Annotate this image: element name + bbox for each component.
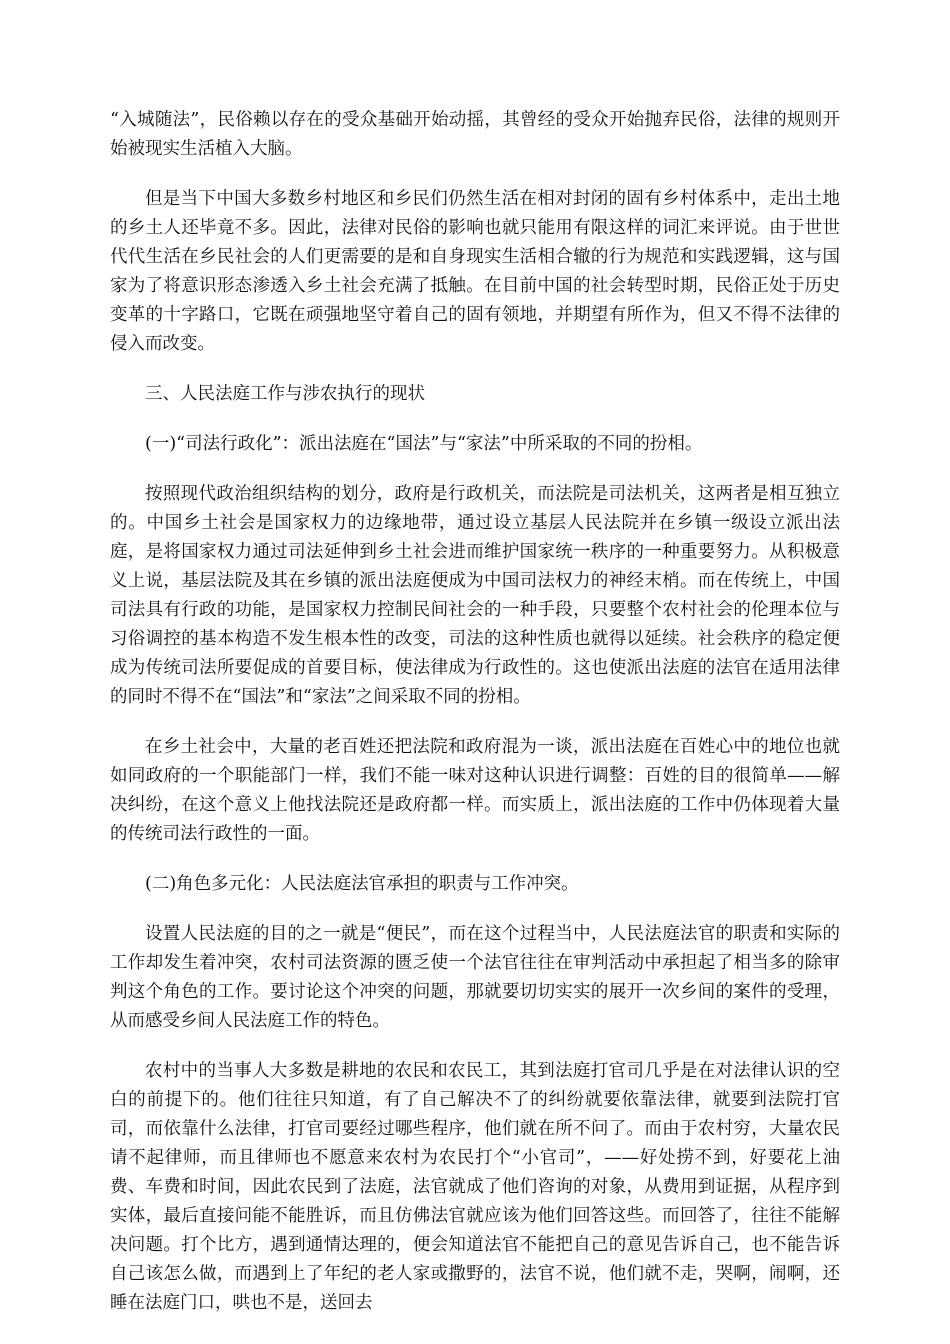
section-heading-3: 三、人民法庭工作与涉农执行的现状: [145, 384, 425, 404]
paragraph-rural-litigants: 农村中的当事人大多数是耕地的农民和农民工，其到法庭打官司几乎是在对法律认识的空白的前提下的。他们往往只知道，有了自己解决不了的纠纷就要依靠法律，就要到法院打官司，而依靠什么法律，打官司要经过哪些程序，他们就在所不问了。而由于农村穷，大量农民请不起律师，而且律师也不愿意来农村为农民打个“小官司”，——好处捞不到，好要花上油费、车费和时间，因此农民到了法庭，法官就成了他们咨询的对象，从费用到证据，从程序到实体，最后直接问能不能胜诉，而且仿佛法官就应该为他们回答这些。而回答了，往往不能解决问题。打个比方，遇到通情达理的，便会知道法官不能把自己的意见告诉自己，也不能告诉自己该怎么做，而遇到上了年纪的老人家或撒野的，法官不说，他们就不走，哭啊，闹啊，还睡在法庭门口，哄也不是，送回去: [110, 1061, 840, 1313]
paragraph-rural-society: 但是当下中国大多数乡村地区和乡民们仍然生活在相对封闭的固有乡村体系中，走出土地的乡土人还毕竟不多。因此，法律对民俗的影响也就只能用有限这样的词汇来评说。由于世世代代生活在乡民社会的人们更需要的是和自身现实生活相合辙的行为规范和实践逻辑，这与国家为了将意识形态渗透入乡土社会充满了抵触。在目前中国的社会转型时期，民俗正处于历史变革的十字路口，它既在顽强地坚守着自己的固有领地，并期望有所作为，但又不得不法律的侵入而改变。: [110, 189, 840, 354]
paragraph-convenience: 设置人民法庭的目的之一就是“便民”，而在这个过程当中，人民法庭法官的职责和实际的工作却发生着冲突，农村司法资源的匮乏使一个法官往往在审判活动中承担起了相当多的除审判这个角色的工作。要讨论这个冲突的问题，那就要切切实实的展开一次乡间的案件的受理，从而感受乡间人民法庭工作的特色。: [110, 924, 840, 1031]
paragraph-intro: “入城随法”，民俗赖以存在的受众基础开始动摇，其曾经的受众开始抛弃民俗，法律的规则开始被现实生活植入大脑。: [110, 110, 840, 159]
subsection-heading-1: (一)“司法行政化”：派出法庭在“国法”与“家法”中所采取的不同的扮相。: [145, 434, 703, 454]
paragraph-court-perception: 在乡土社会中，大量的老百姓还把法院和政府混为一谈，派出法庭在百姓心中的地位也就如同政府的一个职能部门一样，我们不能一味对这种认识进行调整：百姓的目的很简单——解决纠纷，在这个意义上他找法院还是政府都一样。而实质上，派出法庭的工作中仍体现着大量的传统司法行政性的一面。: [110, 737, 840, 844]
paragraph-judicial-administration: 按照现代政治组织结构的划分，政府是行政机关，而法院是司法机关，这两者是相互独立的。中国乡土社会是国家权力的边缘地带，通过设立基层人民法院并在乡镇一级设立派出法庭，是将国家权力通过司法延伸到乡土社会进而维护国家统一秩序的一种重要努力。从积极意义上说，基层法院及其在乡镇的派出法庭便成为中国司法权力的神经末梢。而在传统上，中国司法具有行政的功能，是国家权力控制民间社会的一种手段，只要整个农村社会的伦理本位与习俗调控的基本构造不发生根本性的改变，司法的这种性质也就得以延续。社会秩序的稳定便成为传统司法所要促成的首要目标，使法律成为行政性的。这也使派出法庭的法官在适用法律的同时不得不在“国法”和“家法”之间采取不同的扮相。: [110, 484, 840, 707]
document-page: [110, 106, 840, 1339]
subsection-heading-2: (二)角色多元化：人民法庭法官承担的职责与工作冲突。: [145, 874, 579, 894]
